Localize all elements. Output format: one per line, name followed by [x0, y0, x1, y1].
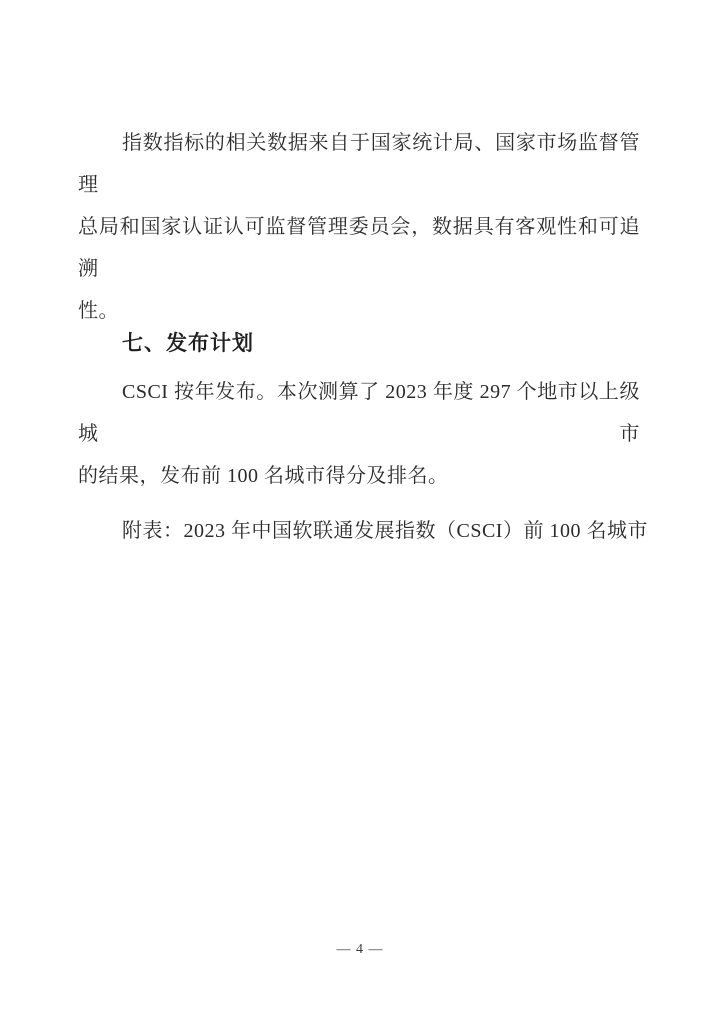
page-number: — 4 — [336, 942, 384, 957]
paragraph2-line2: 的结果，发布前 100 名城市得分及排名。 [78, 465, 449, 487]
document-body [78, 122, 648, 552]
paragraph-release-plan [78, 371, 640, 497]
attachment-line: 附表：2023 年中国软联通发展指数（CSCI）前 100 名城市 [122, 520, 648, 542]
paragraph2-line1: CSCI 按年发布。本次测算了 2023 年度 297 个地市以上级城市 [78, 381, 640, 445]
paragraph1-line1: 指数指标的相关数据来自于国家统计局、国家市场监督管理 [78, 132, 640, 196]
attachment-reference [78, 510, 648, 552]
paragraph-data-sources [78, 122, 640, 332]
paragraph1-line2: 总局和国家认证认可监督管理委员会，数据具有客观性和可追溯 [78, 216, 640, 280]
section-heading-release-plan: 七、发布计划 [122, 332, 254, 355]
paragraph1-line3: 性。 [78, 300, 119, 322]
